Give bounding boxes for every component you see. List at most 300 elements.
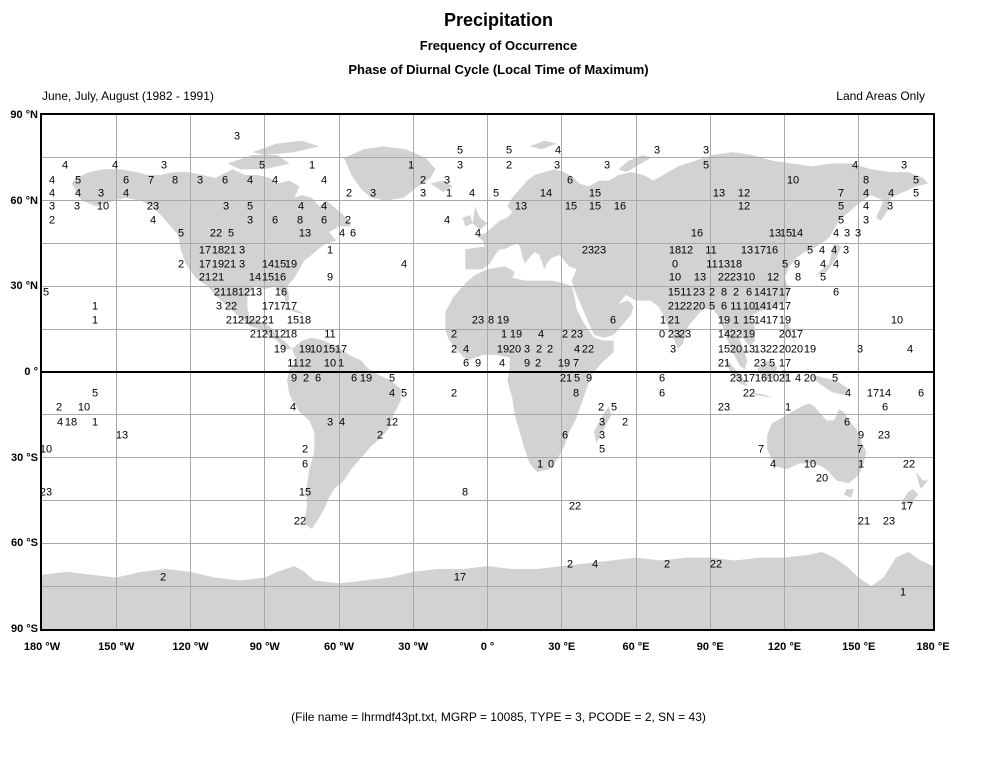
latitude-gridline	[42, 157, 933, 158]
data-point: 2	[450, 328, 458, 341]
latitude-gridline	[42, 543, 933, 544]
data-point: 10	[742, 271, 756, 284]
page-title: Precipitation	[443, 10, 554, 30]
data-point: 19	[359, 372, 373, 385]
data-point: 4	[794, 372, 802, 385]
data-point: 5	[74, 174, 82, 187]
data-point: 23	[692, 286, 706, 299]
data-point: 13	[742, 343, 756, 356]
data-point: 4	[338, 416, 346, 429]
data-point: 4	[48, 187, 56, 200]
data-point: 5	[598, 443, 606, 456]
x-axis-tick-label: 60 °E	[622, 641, 650, 653]
data-point: 5	[837, 200, 845, 213]
data-point: 4	[819, 258, 827, 271]
data-point: 22	[709, 558, 723, 571]
data-point: 3	[653, 144, 661, 157]
data-point: 3	[856, 343, 864, 356]
data-point: 11	[680, 286, 692, 299]
data-point: 6	[609, 314, 617, 327]
data-point: 2	[159, 571, 167, 584]
data-point: 6	[349, 227, 357, 240]
data-point: 19	[496, 343, 510, 356]
data-point: 22	[224, 300, 238, 313]
data-point: 3	[369, 187, 377, 200]
x-axis-tick-label: 90 °W	[249, 641, 280, 653]
data-point: 1	[337, 357, 345, 370]
data-point: 7	[856, 443, 864, 456]
data-point: 21	[261, 328, 275, 341]
data-point: 12	[737, 187, 751, 200]
data-point: 17	[198, 244, 212, 257]
data-point: 10	[96, 200, 110, 213]
data-point: 20	[692, 300, 706, 313]
data-point: 19	[211, 258, 225, 271]
data-point: 11	[730, 300, 742, 313]
data-point: 3	[73, 200, 81, 213]
data-point: 0	[547, 458, 555, 471]
data-point: 5	[388, 372, 396, 385]
data-point: 3	[196, 174, 204, 187]
data-point: 4	[289, 401, 297, 414]
data-point: 22	[729, 328, 743, 341]
data-point: 5	[831, 372, 839, 385]
data-point: 5	[702, 159, 710, 172]
data-point: 1	[445, 187, 453, 200]
data-point: 17	[866, 387, 880, 400]
data-point: 15	[298, 486, 312, 499]
data-point: 2	[419, 174, 427, 187]
data-point: 23	[717, 401, 731, 414]
data-point: 2	[302, 372, 310, 385]
data-point: 0	[671, 258, 679, 271]
data-point: 21	[667, 300, 681, 313]
data-point: 13	[693, 271, 707, 284]
data-point: 3	[669, 343, 677, 356]
data-point: 13	[298, 227, 312, 240]
data-point: 1	[91, 300, 99, 313]
data-point: 21	[223, 258, 237, 271]
latitude-gridline	[42, 586, 933, 587]
data-point: 17	[778, 357, 792, 370]
data-point: 15	[717, 343, 731, 356]
data-point: 22	[717, 271, 731, 284]
data-point: 2	[535, 343, 543, 356]
data-point: 17	[765, 314, 779, 327]
data-point: 1	[784, 401, 792, 414]
data-point: 4	[246, 174, 254, 187]
data-point: 3	[215, 300, 223, 313]
data-point: 12	[737, 200, 751, 213]
data-point: 5	[505, 144, 513, 157]
data-point: 12	[766, 271, 780, 284]
data-point: 8	[487, 314, 495, 327]
data-point: 10	[309, 343, 323, 356]
data-point: 8	[862, 174, 870, 187]
data-point: 22	[765, 343, 779, 356]
data-point: 4	[320, 200, 328, 213]
data-point: 18	[729, 258, 743, 271]
y-axis-tick-label: 90 °N	[10, 109, 38, 121]
data-point: 4	[591, 558, 599, 571]
data-point: 19	[509, 328, 523, 341]
latitude-gridline	[42, 414, 933, 415]
data-point: 4	[769, 458, 777, 471]
data-point: 1	[326, 244, 334, 257]
data-point: 12	[385, 416, 399, 429]
data-point: 16	[274, 286, 288, 299]
data-point: 4	[320, 174, 328, 187]
data-point: 8	[794, 271, 802, 284]
data-point: 21	[857, 515, 871, 528]
latitude-gridline	[42, 200, 933, 201]
data-point: 18	[211, 244, 225, 257]
y-axis-tick-label: 30 °S	[10, 451, 38, 464]
data-point: 14	[765, 300, 779, 313]
data-point: 19	[803, 343, 817, 356]
data-point: 4	[338, 227, 346, 240]
data-point: 4	[537, 328, 545, 341]
data-point: 20	[508, 343, 522, 356]
data-point: 13	[740, 244, 754, 257]
data-point: 5	[42, 286, 50, 299]
data-point: 2	[546, 343, 554, 356]
data-point: 5	[227, 227, 235, 240]
data-point: 5	[819, 271, 827, 284]
latitude-gridline	[42, 243, 933, 244]
data-point: 8	[296, 214, 304, 227]
x-axis-tick-label: 150 °W	[98, 641, 135, 653]
data-point: 4	[862, 200, 870, 213]
land-new-zealand-north	[916, 472, 928, 489]
data-point: 1	[500, 328, 508, 341]
land-ireland	[463, 215, 473, 226]
data-point: 18	[64, 416, 78, 429]
data-point: 2	[344, 214, 352, 227]
data-point: 13	[115, 429, 129, 442]
data-point: 3	[854, 227, 862, 240]
data-point: 14	[753, 314, 767, 327]
data-point: 17	[334, 343, 348, 356]
data-point: 4	[48, 174, 56, 187]
data-point: 19	[742, 328, 756, 341]
data-point: 2	[505, 159, 513, 172]
data-point: 3	[97, 187, 105, 200]
data-point: 16	[273, 271, 287, 284]
data-point: 4	[468, 187, 476, 200]
data-point: 9	[290, 372, 298, 385]
data-point: 16	[754, 372, 768, 385]
data-point: 8	[171, 174, 179, 187]
data-point: 10	[77, 401, 91, 414]
data-point: 23	[678, 328, 692, 341]
data-point: 6	[881, 401, 889, 414]
data-point: 2	[708, 286, 716, 299]
x-axis-tick-label: 150 °E	[842, 641, 876, 653]
data-point: 23	[753, 357, 767, 370]
data-point: 4	[400, 258, 408, 271]
data-point: 4	[832, 258, 840, 271]
data-point: 11	[287, 357, 299, 370]
data-point: 21	[237, 314, 251, 327]
data-point: 17	[453, 571, 467, 584]
data-point: 4	[474, 227, 482, 240]
data-point: 4	[887, 187, 895, 200]
data-point: 5	[837, 214, 845, 227]
data-point: 2	[534, 357, 542, 370]
data-point: 6	[720, 300, 728, 313]
data-point: 4	[462, 343, 470, 356]
data-point: 10	[668, 271, 682, 284]
x-axis-tick-label: 120 °W	[172, 641, 209, 653]
data-point: 2	[177, 258, 185, 271]
data-point: 22	[742, 387, 756, 400]
data-point: 2	[663, 558, 671, 571]
data-point: 19	[298, 343, 312, 356]
data-point: 19	[717, 314, 731, 327]
data-point: 23	[877, 429, 891, 442]
data-point: 20	[729, 343, 743, 356]
data-point: 15	[322, 343, 336, 356]
data-point: 11	[706, 258, 718, 271]
land-svalbard	[530, 141, 557, 150]
data-point: 22	[679, 300, 693, 313]
data-point: 13	[717, 258, 731, 271]
latitude-gridline	[42, 457, 933, 458]
y-axis-tick-label: 60 °N	[10, 194, 38, 207]
data-point: 22	[209, 227, 223, 240]
data-point: 18	[225, 286, 239, 299]
land-areas-annotation: Land Areas Only	[836, 89, 925, 103]
data-point: 21	[211, 271, 225, 284]
data-point: 3	[598, 429, 606, 442]
data-point: 11	[324, 328, 336, 341]
data-point: 20	[803, 372, 817, 385]
data-point: 3	[598, 416, 606, 429]
data-point: 3	[603, 159, 611, 172]
data-point: 5	[573, 372, 581, 385]
data-point: 13	[249, 286, 263, 299]
data-point: 4	[443, 214, 451, 227]
data-point: 4	[388, 387, 396, 400]
data-point: 6	[314, 372, 322, 385]
data-point: 4	[851, 159, 859, 172]
data-point: 18	[668, 244, 682, 257]
world-map-plot	[10, 109, 950, 653]
data-point: 9	[793, 258, 801, 271]
data-point: 6	[350, 372, 358, 385]
data-point: 17	[900, 500, 914, 513]
data-point: 18	[298, 314, 312, 327]
data-point: 3	[843, 227, 851, 240]
data-point: 5	[806, 244, 814, 257]
data-point: 17	[753, 244, 767, 257]
land-australia	[767, 403, 866, 483]
data-point: 23	[593, 244, 607, 257]
data-point: 3	[702, 144, 710, 157]
data-point: 7	[757, 443, 765, 456]
x-axis-tick-label: 60 °W	[323, 641, 355, 653]
data-point: 8	[572, 387, 580, 400]
data-point: 14	[878, 387, 892, 400]
x-axis-tick-label: 180 °W	[23, 641, 61, 653]
data-point: 6	[122, 174, 130, 187]
data-point: 12	[237, 286, 251, 299]
data-point: 19	[496, 314, 510, 327]
data-point: 10	[323, 357, 337, 370]
data-point: 4	[149, 214, 157, 227]
data-point: 15	[564, 200, 578, 213]
data-point: 23	[729, 271, 743, 284]
data-point: 17	[261, 300, 275, 313]
data-point: 23	[882, 515, 896, 528]
data-point: 6	[917, 387, 925, 400]
x-axis-tick-label: 0 °	[480, 641, 495, 653]
data-point: 15	[667, 286, 681, 299]
data-point: 7	[837, 187, 845, 200]
data-point: 6	[271, 214, 279, 227]
data-point: 23	[729, 372, 743, 385]
data-point: 17	[742, 372, 756, 385]
data-point: 16	[690, 227, 704, 240]
y-axis-tick-label: 60 °S	[10, 537, 38, 550]
data-point: 20	[790, 343, 804, 356]
data-point: 14	[539, 187, 553, 200]
data-point: 17	[198, 258, 212, 271]
data-point: 8	[461, 486, 469, 499]
data-point: 4	[906, 343, 914, 356]
data-point: 5	[912, 187, 920, 200]
data-point: 20	[778, 328, 792, 341]
data-point: 6	[745, 286, 753, 299]
data-point: 13	[514, 200, 528, 213]
data-point: 12	[298, 357, 312, 370]
data-point: 2	[561, 328, 569, 341]
data-point: 23	[581, 244, 595, 257]
data-point: 1	[899, 586, 907, 599]
data-point: 2	[48, 214, 56, 227]
data-point: 14	[261, 258, 275, 271]
latitude-gridline	[42, 500, 933, 501]
data-point: 5	[781, 258, 789, 271]
data-point: 6	[462, 357, 470, 370]
data-point: 15	[588, 187, 602, 200]
data-point: 2	[301, 443, 309, 456]
data-point: 22	[902, 458, 916, 471]
data-point: 19	[557, 357, 571, 370]
data-point: 4	[554, 144, 562, 157]
data-point: 21	[223, 244, 237, 257]
x-axis-tick-label: 90 °E	[696, 641, 724, 653]
data-point: 6	[658, 387, 666, 400]
data-point: 8	[720, 286, 728, 299]
data-point: 2	[55, 401, 63, 414]
data-point: 17	[273, 300, 287, 313]
data-point: 9	[474, 357, 482, 370]
data-point: 0	[658, 328, 666, 341]
x-axis-tick-label: 30 °W	[398, 641, 429, 653]
data-point: 6	[320, 214, 328, 227]
data-point: 23	[39, 486, 53, 499]
data-point: 3	[886, 200, 894, 213]
data-point: 4	[271, 174, 279, 187]
data-point: 22	[568, 500, 582, 513]
data-point: 5	[456, 144, 464, 157]
data-point: 19	[273, 343, 287, 356]
data-point: 3	[842, 244, 850, 257]
data-point: 13	[753, 343, 767, 356]
data-point: 15	[273, 258, 287, 271]
data-point: 23	[146, 200, 160, 213]
data-point: 23	[667, 328, 681, 341]
data-point: 6	[566, 174, 574, 187]
data-point: 5	[258, 159, 266, 172]
data-point: 3	[238, 244, 246, 257]
data-point: 10	[803, 458, 817, 471]
data-point: 3	[456, 159, 464, 172]
data-point: 5	[492, 187, 500, 200]
data-point: 21	[717, 357, 731, 370]
data-point: 3	[523, 343, 531, 356]
data-point: 10	[890, 314, 904, 327]
data-point: 17	[765, 286, 779, 299]
data-point: 9	[523, 357, 531, 370]
data-point: 4	[498, 357, 506, 370]
x-axis-tick-label: 30 °E	[548, 641, 576, 653]
data-point: 3	[443, 174, 451, 187]
y-axis-tick-label: 90 °S	[10, 623, 38, 635]
data-point: 1	[659, 314, 667, 327]
data-point: 4	[862, 187, 870, 200]
page-subtitle-frequency: Frequency of Occurrence	[419, 38, 578, 53]
data-point: 6	[658, 372, 666, 385]
data-point: 23	[570, 328, 584, 341]
data-point: 1	[91, 416, 99, 429]
data-point: 4	[56, 416, 64, 429]
season-annotation: June, July, August (1982 - 1991)	[42, 89, 214, 103]
data-point: 3	[246, 214, 254, 227]
data-point: 4	[844, 387, 852, 400]
data-point: 21	[225, 314, 239, 327]
data-point: 10	[39, 443, 53, 456]
data-point: 22	[248, 314, 262, 327]
data-point: 12	[680, 244, 694, 257]
data-point: 5	[912, 174, 920, 187]
data-point: 5	[708, 300, 716, 313]
data-point: 2	[450, 387, 458, 400]
land-uk	[473, 206, 488, 229]
data-point: 3	[326, 416, 334, 429]
data-point: 2	[345, 187, 353, 200]
data-point: 4	[297, 200, 305, 213]
y-axis-tick-label: 0 °	[24, 366, 38, 378]
land-arctic-islands-2	[252, 141, 319, 155]
data-point: 17	[778, 300, 792, 313]
data-point: 2	[732, 286, 740, 299]
data-point: 3	[48, 200, 56, 213]
data-point: 18	[284, 328, 298, 341]
data-point: 1	[91, 314, 99, 327]
data-point: 1	[407, 159, 415, 172]
data-point: 15	[779, 227, 793, 240]
data-point: 9	[857, 429, 865, 442]
data-point: 10	[766, 372, 780, 385]
data-point: 5	[768, 357, 776, 370]
data-point: 15	[286, 314, 300, 327]
file-caption: (File name = lhrmdf43pt.txt, MGRP = 10085, TYPE = 3, PCODE = 2, SN = 43)	[291, 710, 706, 724]
data-point: 12	[273, 328, 287, 341]
data-point: 1	[732, 314, 740, 327]
